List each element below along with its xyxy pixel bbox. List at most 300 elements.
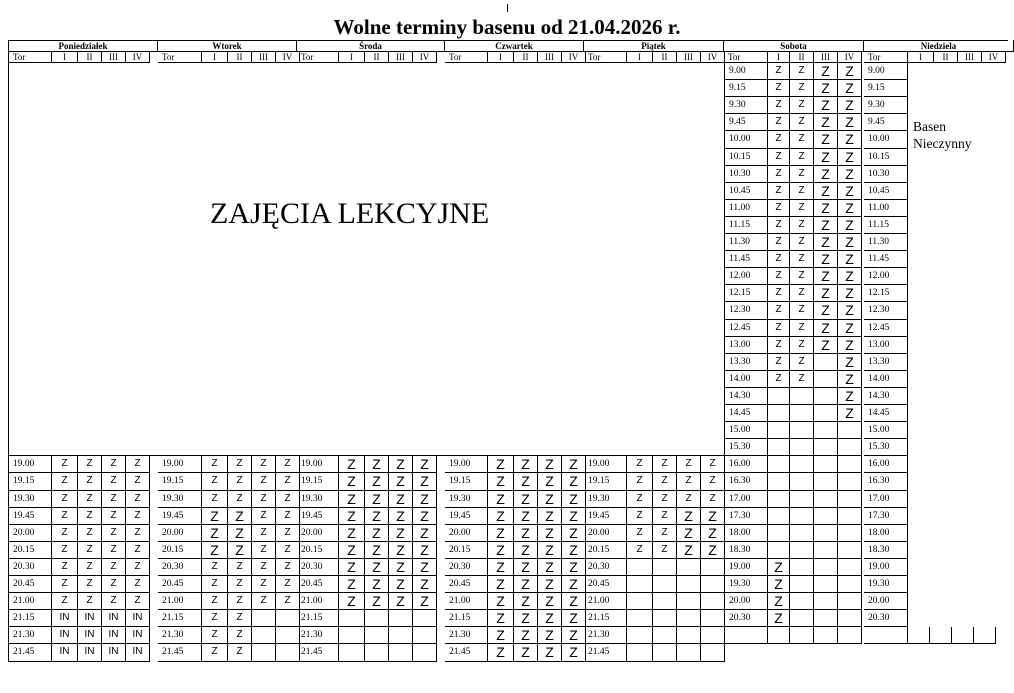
weekday-slot [339, 627, 365, 644]
saturday-slot: Z [838, 149, 862, 166]
saturday-time: 16.30 [724, 473, 768, 491]
weekday-slot: Z [202, 610, 228, 627]
weekday-time: 20.30 [445, 559, 488, 576]
weekday-time: 20.30 [584, 559, 627, 576]
merged-area-bottom-rule [8, 455, 724, 456]
saturday-slot: Z [838, 354, 862, 371]
weekday-slot [627, 593, 653, 610]
weekday-slot: Z [562, 491, 586, 508]
weekday-time: 20.15 [297, 542, 339, 559]
weekday-slot: Z [102, 525, 126, 542]
weekday-slot: Z [413, 508, 437, 525]
weekday-slot [252, 644, 276, 662]
saturday-slot: Z [838, 251, 862, 268]
weekday-slot [627, 644, 653, 662]
saturday-slot: Z [814, 63, 838, 80]
saturday-time: 18.30 [724, 542, 768, 559]
saturday-time: 19.00 [724, 559, 768, 576]
weekday-slot: Z [562, 542, 586, 559]
weekday-slot: Z [562, 610, 586, 627]
sunday-empty-cell [974, 627, 996, 644]
weekday-time: 19.15 [584, 473, 627, 491]
weekday-slot: Z [677, 491, 701, 508]
weekday-slot: Z [102, 576, 126, 593]
saturday-slot [790, 422, 814, 439]
weekday-slot: Z [538, 593, 562, 610]
lane-header: II [228, 52, 252, 63]
saturday-time: 12.15 [724, 285, 768, 302]
weekday-time: 21.45 [158, 644, 202, 662]
saturday-time: 11.30 [724, 234, 768, 251]
saturday-time: 18.00 [724, 525, 768, 542]
saturday-time: 9.30 [724, 97, 768, 114]
saturday-slot [768, 388, 790, 405]
weekday-slot: Z [538, 610, 562, 627]
day-header: Piątek [584, 40, 724, 52]
weekday-slot: Z [514, 542, 538, 559]
weekday-slot [653, 576, 677, 593]
saturday-slot [814, 439, 838, 456]
saturday-slot: Z [814, 114, 838, 131]
weekday-slot: Z [389, 525, 413, 542]
weekday-slot [701, 610, 725, 627]
lane-header: III [389, 52, 413, 63]
weekday-slot: Z [52, 508, 78, 525]
weekday-slot: Z [488, 559, 514, 576]
weekday-slot: Z [228, 576, 252, 593]
weekday-slot: Z [413, 593, 437, 610]
saturday-slot: Z [768, 80, 790, 97]
sunday-time: 15.30 [864, 439, 908, 456]
weekday-slot: Z [701, 525, 725, 542]
weekday-slot: Z [78, 473, 102, 491]
weekday-slot: Z [365, 491, 389, 508]
saturday-slot [838, 422, 862, 439]
day-header: Wtorek [158, 40, 297, 52]
saturday-slot [790, 388, 814, 405]
saturday-slot [768, 525, 790, 542]
weekday-slot: Z [627, 456, 653, 473]
saturday-time: 15.00 [724, 422, 768, 439]
weekday-slot: Z [228, 644, 252, 662]
weekday-slot: Z [102, 473, 126, 491]
weekday-slot: Z [514, 508, 538, 525]
weekday-slot: Z [365, 456, 389, 473]
weekday-slot: Z [701, 491, 725, 508]
saturday-slot: Z [814, 97, 838, 114]
weekday-slot: Z [276, 473, 300, 491]
sunday-time: 12.30 [864, 302, 908, 320]
saturday-slot: Z [838, 320, 862, 337]
sunday-empty-cell [908, 627, 930, 644]
saturday-slot [814, 473, 838, 491]
saturday-empty-cell [724, 627, 768, 644]
sunday-time: 20.30 [864, 610, 908, 627]
saturday-time: 10.45 [724, 183, 768, 200]
weekday-slot [627, 627, 653, 644]
saturday-slot: Z [814, 268, 838, 285]
lane-header: IV [126, 52, 150, 63]
weekday-slot: Z [52, 473, 78, 491]
weekday-slot: Z [252, 593, 276, 610]
saturday-slot: Z [790, 251, 814, 268]
saturday-slot: Z [768, 63, 790, 80]
weekday-time: 21.30 [158, 627, 202, 644]
weekday-slot: Z [126, 491, 150, 508]
weekday-slot: Z [514, 456, 538, 473]
saturday-slot: Z [838, 200, 862, 217]
saturday-slot: Z [768, 610, 790, 627]
saturday-slot: Z [838, 131, 862, 149]
weekday-slot: Z [701, 473, 725, 491]
weekday-slot [627, 610, 653, 627]
weekday-slot: Z [627, 491, 653, 508]
weekday-time: 19.45 [584, 508, 627, 525]
saturday-slot [838, 439, 862, 456]
weekday-slot: Z [126, 525, 150, 542]
weekday-slot: Z [276, 491, 300, 508]
saturday-slot [814, 388, 838, 405]
saturday-slot [814, 491, 838, 508]
saturday-slot: Z [838, 302, 862, 320]
sunday-time: 14.00 [864, 371, 908, 388]
saturday-slot [814, 371, 838, 388]
saturday-slot [838, 576, 862, 593]
sunday-time: 9.30 [864, 97, 908, 114]
weekday-slot: Z [228, 559, 252, 576]
weekday-slot: IN [126, 644, 150, 662]
saturday-slot [814, 405, 838, 422]
weekday-slot: Z [365, 508, 389, 525]
saturday-slot [814, 576, 838, 593]
weekday-slot: Z [339, 456, 365, 473]
weekday-slot: Z [538, 491, 562, 508]
weekday-time: 20.30 [8, 559, 52, 576]
saturday-slot: Z [838, 337, 862, 354]
weekday-slot: Z [562, 593, 586, 610]
weekday-slot [653, 610, 677, 627]
weekday-time: 21.00 [8, 593, 52, 610]
weekday-slot: Z [365, 593, 389, 610]
weekday-time: 21.15 [158, 610, 202, 627]
page-title: Wolne terminy basenu od 21.04.2026 r. [333, 15, 681, 39]
saturday-slot: Z [768, 217, 790, 234]
saturday-slot [838, 473, 862, 491]
weekday-slot [413, 644, 437, 662]
weekday-time: 19.00 [584, 456, 627, 473]
weekday-slot: Z [627, 473, 653, 491]
saturday-slot [768, 456, 790, 473]
weekday-time: 20.00 [584, 525, 627, 542]
weekday-slot: Z [488, 644, 514, 662]
lane-header: IV [701, 52, 725, 63]
weekday-slot: Z [102, 456, 126, 473]
saturday-slot: Z [768, 337, 790, 354]
saturday-slot: Z [768, 251, 790, 268]
weekday-time: 21.00 [584, 593, 627, 610]
weekday-slot: Z [389, 473, 413, 491]
weekday-slot: Z [365, 559, 389, 576]
weekday-time: 20.30 [158, 559, 202, 576]
weekday-slot [365, 627, 389, 644]
weekday-slot: Z [389, 542, 413, 559]
weekday-slot: Z [52, 593, 78, 610]
saturday-slot: Z [790, 354, 814, 371]
weekday-slot: Z [339, 508, 365, 525]
weekday-slot: Z [514, 559, 538, 576]
weekday-slot: Z [276, 576, 300, 593]
saturday-slot: Z [768, 354, 790, 371]
sunday-time: 10.45 [864, 183, 908, 200]
sunday-time: 12.15 [864, 285, 908, 302]
weekday-slot: Z [102, 542, 126, 559]
weekday-time: 21.00 [445, 593, 488, 610]
lane-header: III [252, 52, 276, 63]
weekday-slot: Z [252, 456, 276, 473]
weekday-time: 19.00 [158, 456, 202, 473]
weekday-time: 19.30 [584, 491, 627, 508]
weekday-slot: IN [102, 627, 126, 644]
day-header: Niedziela [864, 40, 1014, 52]
weekday-slot: Z [202, 593, 228, 610]
weekday-slot: Z [202, 473, 228, 491]
saturday-slot [790, 610, 814, 627]
weekday-slot [389, 644, 413, 662]
saturday-slot [790, 405, 814, 422]
weekday-time: 19.30 [445, 491, 488, 508]
weekday-time: 19.15 [8, 473, 52, 491]
sunday-time: 11.15 [864, 217, 908, 234]
weekday-slot: Z [653, 491, 677, 508]
weekday-slot: Z [52, 525, 78, 542]
sunday-time: 9.15 [864, 80, 908, 97]
weekday-time: 20.00 [158, 525, 202, 542]
weekday-time: 20.00 [445, 525, 488, 542]
weekday-time: 19.45 [445, 508, 488, 525]
weekday-slot: Z [78, 456, 102, 473]
saturday-slot: Z [814, 337, 838, 354]
weekday-time: 21.30 [445, 627, 488, 644]
saturday-time: 17.30 [724, 508, 768, 525]
weekday-slot: Z [52, 456, 78, 473]
saturday-slot [790, 508, 814, 525]
saturday-slot [814, 542, 838, 559]
weekday-slot: Z [514, 593, 538, 610]
saturday-slot [838, 525, 862, 542]
weekday-slot: Z [488, 491, 514, 508]
saturday-slot: Z [838, 234, 862, 251]
weekday-slot: Z [389, 593, 413, 610]
weekday-slot: Z [126, 508, 150, 525]
weekday-time: 19.45 [297, 508, 339, 525]
weekday-slot: Z [389, 559, 413, 576]
weekday-slot [701, 576, 725, 593]
sunday-time: 19.00 [864, 559, 908, 576]
sunday-empty-cell [930, 627, 952, 644]
saturday-slot [790, 525, 814, 542]
weekday-time: 19.45 [158, 508, 202, 525]
saturday-slot [838, 542, 862, 559]
weekday-slot: Z [78, 508, 102, 525]
weekday-time: 20.45 [584, 576, 627, 593]
weekday-slot: Z [538, 644, 562, 662]
weekday-slot [653, 593, 677, 610]
saturday-slot: Z [838, 371, 862, 388]
weekday-slot: Z [365, 542, 389, 559]
lane-header: I [52, 52, 78, 63]
sunday-note-line-1: Basen [913, 119, 946, 134]
weekday-slot: Z [514, 576, 538, 593]
saturday-slot: Z [814, 131, 838, 149]
weekday-time: 19.30 [297, 491, 339, 508]
lane-header: IV [562, 52, 586, 63]
saturday-slot: Z [790, 217, 814, 234]
sunday-time: 18.00 [864, 525, 908, 542]
sunday-time: 10.15 [864, 149, 908, 166]
saturday-time: 16.00 [724, 456, 768, 473]
weekday-slot: Z [538, 456, 562, 473]
weekday-slot: Z [228, 491, 252, 508]
saturday-slot: Z [790, 200, 814, 217]
saturday-time: 11.00 [724, 200, 768, 217]
saturday-slot: Z [838, 114, 862, 131]
weekday-slot: Z [78, 559, 102, 576]
weekday-time: 20.45 [445, 576, 488, 593]
saturday-slot [790, 593, 814, 610]
weekday-slot: Z [339, 593, 365, 610]
weekday-slot: Z [202, 576, 228, 593]
weekday-slot: IN [78, 610, 102, 627]
saturday-time: 10.00 [724, 131, 768, 149]
sunday-time: 11.30 [864, 234, 908, 251]
weekday-slot: IN [78, 644, 102, 662]
lane-header: IV [276, 52, 300, 63]
weekday-slot: Z [562, 508, 586, 525]
tor-header: Tor [8, 52, 52, 63]
saturday-slot: Z [790, 285, 814, 302]
saturday-slot: Z [814, 251, 838, 268]
saturday-slot [814, 593, 838, 610]
saturday-time: 15.30 [724, 439, 768, 456]
saturday-slot [838, 456, 862, 473]
weekday-slot: Z [488, 456, 514, 473]
weekday-slot: Z [102, 593, 126, 610]
weekday-time: 21.30 [297, 627, 339, 644]
weekday-slot: Z [276, 559, 300, 576]
weekday-time: 20.45 [158, 576, 202, 593]
weekday-slot: Z [339, 525, 365, 542]
saturday-slot: Z [838, 97, 862, 114]
saturday-time: 9.00 [724, 63, 768, 80]
weekday-slot [339, 610, 365, 627]
weekday-slot: Z [339, 491, 365, 508]
saturday-time: 12.45 [724, 320, 768, 337]
saturday-slot: Z [790, 337, 814, 354]
weekday-slot: Z [562, 644, 586, 662]
weekday-slot: Z [365, 525, 389, 542]
weekday-slot: Z [488, 473, 514, 491]
weekday-slot: Z [365, 576, 389, 593]
weekday-slot: Z [78, 576, 102, 593]
sunday-time: 10.30 [864, 166, 908, 183]
sunday-time: 11.00 [864, 200, 908, 217]
weekday-slot: IN [52, 610, 78, 627]
weekday-slot: Z [389, 576, 413, 593]
weekday-slot: Z [562, 473, 586, 491]
saturday-time: 11.15 [724, 217, 768, 234]
saturday-slot [768, 508, 790, 525]
saturday-time: 14.30 [724, 388, 768, 405]
saturday-slot: Z [838, 183, 862, 200]
saturday-slot: Z [790, 114, 814, 131]
saturday-slot [768, 405, 790, 422]
sunday-time: 12.45 [864, 320, 908, 337]
weekday-slot [677, 576, 701, 593]
saturday-slot [814, 610, 838, 627]
saturday-slot [790, 576, 814, 593]
weekday-slot: Z [514, 491, 538, 508]
saturday-slot [838, 610, 862, 627]
saturday-slot: Z [838, 405, 862, 422]
weekday-slot: Z [252, 491, 276, 508]
weekday-slot: Z [126, 473, 150, 491]
weekday-slot: Z [252, 559, 276, 576]
saturday-slot: Z [814, 183, 838, 200]
saturday-slot: Z [790, 268, 814, 285]
weekday-slot: Z [413, 456, 437, 473]
weekday-slot: Z [228, 508, 252, 525]
sunday-time: 12.00 [864, 268, 908, 285]
weekday-slot [677, 610, 701, 627]
lane-header: I [339, 52, 365, 63]
sunday-time: 13.00 [864, 337, 908, 354]
weekday-slot [413, 627, 437, 644]
weekday-slot [627, 576, 653, 593]
weekday-slot: Z [52, 559, 78, 576]
weekday-slot: Z [52, 542, 78, 559]
lane-header: III [538, 52, 562, 63]
weekday-time: 21.45 [584, 644, 627, 662]
weekday-time: 20.15 [158, 542, 202, 559]
weekday-slot [627, 559, 653, 576]
saturday-slot: Z [790, 320, 814, 337]
weekday-slot: Z [413, 559, 437, 576]
saturday-slot: Z [768, 285, 790, 302]
weekday-slot: Z [677, 542, 701, 559]
weekday-slot: Z [252, 473, 276, 491]
saturday-slot: Z [768, 234, 790, 251]
saturday-slot [838, 491, 862, 508]
saturday-empty-cell [838, 627, 862, 644]
saturday-slot [790, 473, 814, 491]
weekday-time: 21.30 [584, 627, 627, 644]
saturday-slot: Z [768, 183, 790, 200]
saturday-time: 9.45 [724, 114, 768, 131]
weekday-time: 21.15 [8, 610, 52, 627]
weekday-time: 20.00 [297, 525, 339, 542]
weekday-slot: Z [339, 559, 365, 576]
weekday-slot: Z [52, 576, 78, 593]
weekday-slot: Z [562, 627, 586, 644]
weekday-slot: Z [339, 576, 365, 593]
weekday-slot: IN [78, 627, 102, 644]
weekday-time: 19.45 [8, 508, 52, 525]
lane-header: II [790, 52, 814, 63]
weekday-slot: Z [413, 576, 437, 593]
saturday-slot: Z [838, 217, 862, 234]
weekday-time: 20.15 [584, 542, 627, 559]
lane-header: I [627, 52, 653, 63]
